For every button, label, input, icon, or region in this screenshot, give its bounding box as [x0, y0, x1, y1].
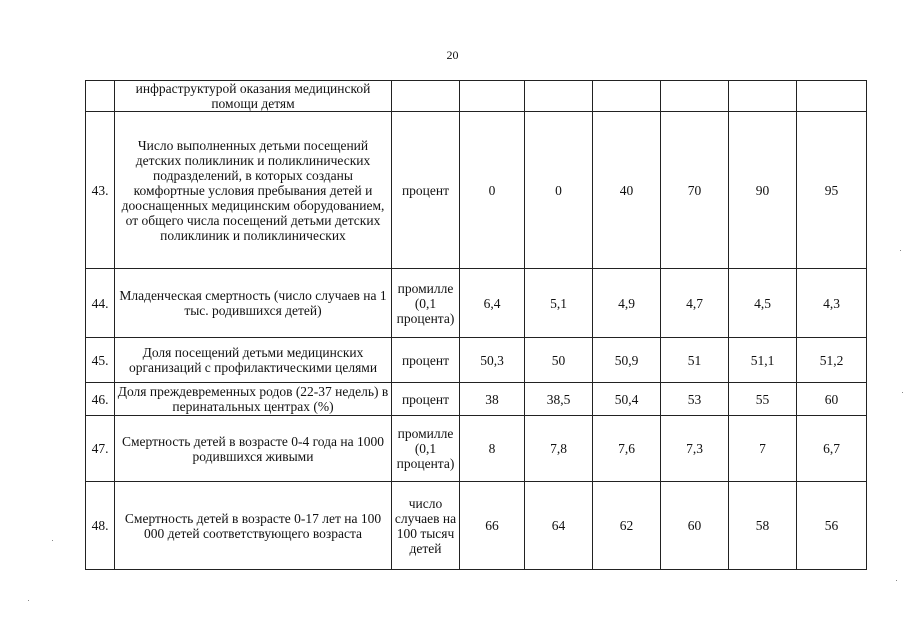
row-number: 44. [86, 269, 115, 338]
value-cell: 50,9 [593, 338, 661, 383]
indicators-table [85, 80, 867, 570]
value-cell: 5,1 [525, 269, 593, 338]
value-cell: 38 [460, 383, 525, 416]
indicator-name: Младенческая смертность (число случаев на 1 тыс. родившихся детей) [115, 269, 392, 338]
value-cell: 60 [661, 482, 729, 570]
value-cell: 38,5 [525, 383, 593, 416]
value-cell: 60 [797, 383, 867, 416]
table-body [86, 81, 867, 570]
indicator-name: Смертность детей в возрасте 0-17 лет на 100 000 детей соответствующего возраста [115, 482, 392, 570]
value-cell: 66 [460, 482, 525, 570]
unit-cell: промилле (0,1 процента) [392, 269, 460, 338]
unit-cell [392, 81, 460, 112]
value-cell [729, 81, 797, 112]
value-cell: 4,5 [729, 269, 797, 338]
row-number: 46. [86, 383, 115, 416]
value-cell: 90 [729, 112, 797, 269]
table-row [86, 482, 867, 570]
unit-cell: процент [392, 112, 460, 269]
value-cell: 50,4 [593, 383, 661, 416]
value-cell: 8 [460, 416, 525, 482]
value-cell: 6,4 [460, 269, 525, 338]
row-number: 48. [86, 482, 115, 570]
value-cell: 0 [460, 112, 525, 269]
value-cell: 62 [593, 482, 661, 570]
table-row [86, 269, 867, 338]
value-cell: 51 [661, 338, 729, 383]
value-cell: 4,3 [797, 269, 867, 338]
value-cell: 40 [593, 112, 661, 269]
value-cell [525, 81, 593, 112]
value-cell: 56 [797, 482, 867, 570]
value-cell [460, 81, 525, 112]
value-cell: 51,1 [729, 338, 797, 383]
unit-cell: процент [392, 338, 460, 383]
value-cell: 95 [797, 112, 867, 269]
value-cell: 51,2 [797, 338, 867, 383]
value-cell: 0 [525, 112, 593, 269]
value-cell: 50,3 [460, 338, 525, 383]
value-cell: 4,9 [593, 269, 661, 338]
scan-speck [900, 250, 901, 251]
value-cell: 4,7 [661, 269, 729, 338]
table-row [86, 383, 867, 416]
value-cell: 64 [525, 482, 593, 570]
table-row [86, 338, 867, 383]
value-cell: 70 [661, 112, 729, 269]
scan-speck [52, 540, 53, 541]
value-cell [593, 81, 661, 112]
value-cell: 7 [729, 416, 797, 482]
table-row [86, 81, 867, 112]
row-number: 45. [86, 338, 115, 383]
indicator-name: Число выполненных детьми посещений детских поликлиник и поликлинических подразделений, в которых созданы комфортные условия пребывания детей и дооснащенных медицинским оборудованием, от общего числа посещений детьми детских поликлиник и поликлинических [115, 112, 392, 269]
indicator-name: Доля преждевременных родов (22-37 недель) в перинатальных центрах (%) [115, 383, 392, 416]
scan-speck [896, 580, 897, 581]
row-number: 47. [86, 416, 115, 482]
scan-speck [902, 392, 903, 393]
value-cell: 7,8 [525, 416, 593, 482]
row-number [86, 81, 115, 112]
value-cell [661, 81, 729, 112]
value-cell: 7,6 [593, 416, 661, 482]
row-number: 43. [86, 112, 115, 269]
indicator-name: Доля посещений детьми медицинских организаций с профилактическими целями [115, 338, 392, 383]
scan-speck [28, 600, 29, 601]
value-cell: 6,7 [797, 416, 867, 482]
indicator-name: инфраструктурой оказания медицинской помощи детям [115, 81, 392, 112]
value-cell: 7,3 [661, 416, 729, 482]
value-cell: 58 [729, 482, 797, 570]
page-number: 20 [446, 48, 459, 62]
unit-cell: число случаев на 100 тысяч детей [392, 482, 460, 570]
value-cell: 53 [661, 383, 729, 416]
unit-cell: процент [392, 383, 460, 416]
unit-cell: промилле (0,1 процента) [392, 416, 460, 482]
value-cell: 55 [729, 383, 797, 416]
value-cell: 50 [525, 338, 593, 383]
value-cell [797, 81, 867, 112]
table-row [86, 416, 867, 482]
table-row [86, 112, 867, 269]
indicator-name: Смертность детей в возрасте 0-4 года на 1000 родившихся живыми [115, 416, 392, 482]
